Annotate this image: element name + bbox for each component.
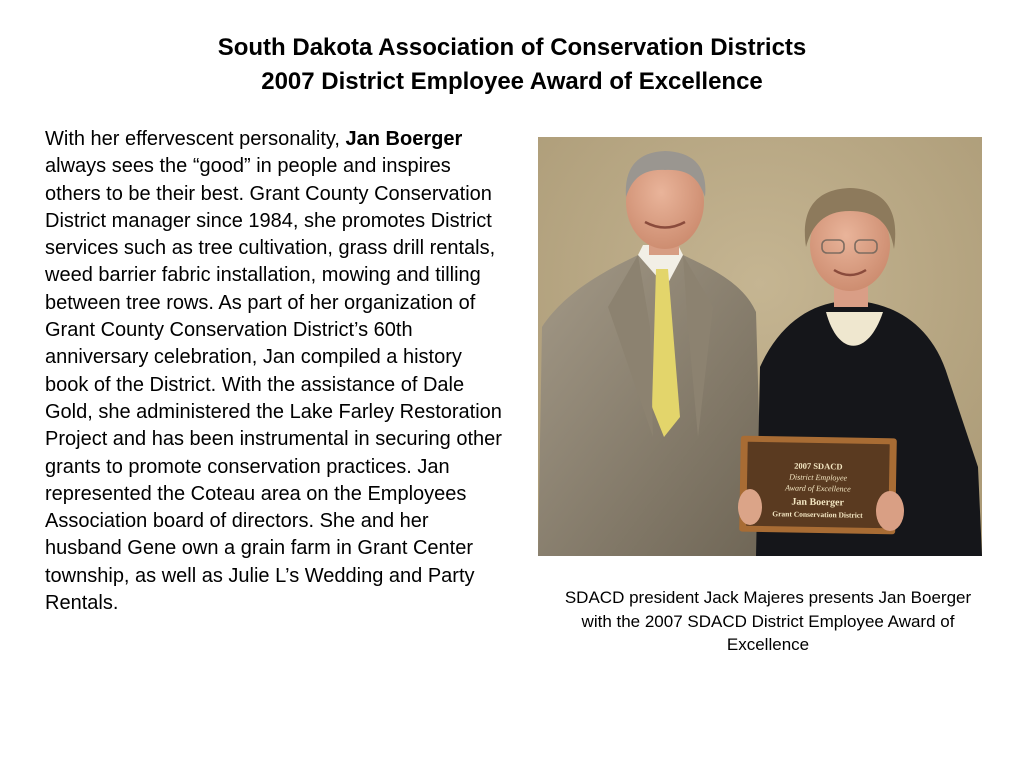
plaque-text-5: Grant Conservation District — [772, 509, 863, 520]
plaque-text-3: Award of Excellence — [785, 483, 851, 494]
article-body: always sees the “good” in people and inspires others to be their best. Grant County Conservation District manager since 1984, she promotes District services such as tree cultivation, grass drill rentals, weed barrier fabric installation, mowing and tilling between tree rows. As part of her organization of Grant County Conservation District’s 60th anniversary celebration, Jan compiled a history book of the District. With the assistance of Dale Gold, she administered the Lake Farley Restoration Project and has been instrumental in securing other grants to promote conservation practices. Jan represented the Coteau area on the Employees Association board of directors. She and her husband Gene own a grain farm in Grant Center township, as well as Julie L’s Wedding and Party Rentals. — [45, 155, 502, 615]
page-title — [0, 31, 1024, 99]
article-name: Jan Boerger — [345, 128, 463, 150]
award-photo — [538, 137, 982, 556]
title-line-2: 2007 District Employee Award of Excellence — [261, 68, 763, 95]
article-intro: With her effervescent personality, — [45, 128, 346, 150]
plaque-text-2: District Employee — [789, 472, 848, 483]
plaque-text-4: Jan Boerger — [791, 496, 845, 509]
plaque-text-1: 2007 SDACD — [794, 460, 843, 472]
award-plaque — [738, 436, 904, 535]
photo-caption: SDACD president Jack Majeres presents Jan Boerger with the 2007 SDACD District Employee Award of Excellence — [564, 588, 972, 654]
article-paragraph — [45, 126, 507, 617]
title-line-1: South Dakota Association of Conservation Districts — [217, 34, 807, 61]
